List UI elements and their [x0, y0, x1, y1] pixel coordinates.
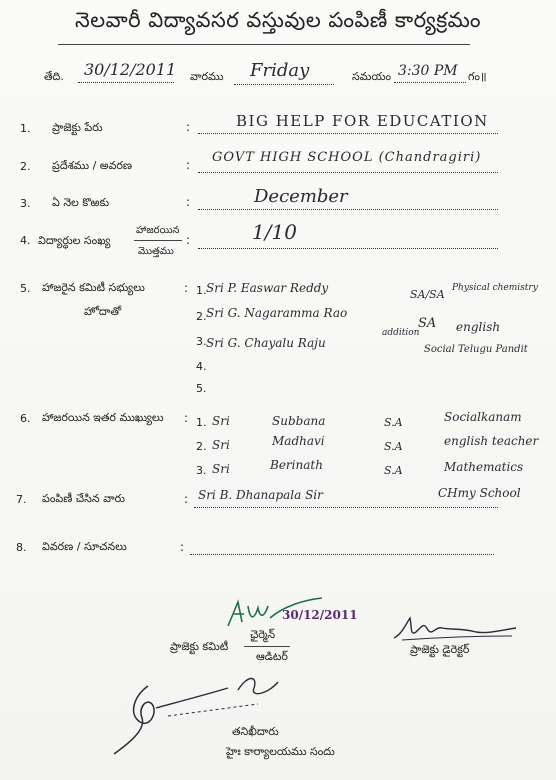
other-role: S.A: [384, 464, 403, 477]
member-index: 5.: [196, 382, 207, 395]
time-dotted-line: [394, 82, 466, 83]
sign-divider: [244, 646, 290, 647]
field-number: 7.: [16, 493, 27, 506]
field-number: 2.: [20, 160, 31, 173]
auditor-label: ఆడిటర్: [256, 650, 288, 663]
member-subject: english: [456, 320, 501, 334]
other-role: S.A: [384, 440, 403, 453]
other-title: Sri: [212, 414, 230, 428]
member-index: 1.: [196, 284, 207, 297]
member-name: Sri G. Chayalu Raju: [206, 336, 326, 350]
member-index: 4.: [196, 360, 207, 373]
distributor-place: CHmy School: [438, 486, 521, 500]
other-subject: english teacher: [444, 434, 539, 448]
field-dotted-line: [190, 554, 494, 555]
member-index: 2.: [196, 310, 207, 323]
colon: :: [186, 158, 191, 172]
field-label-month: ఏ నెల కొఱకు: [52, 196, 110, 209]
field-dotted-line: [198, 248, 498, 249]
colon: :: [184, 411, 189, 425]
member-role: SA/SA: [410, 288, 445, 301]
field-dotted-line: [198, 172, 498, 173]
chairman-label: ఛైర్మెన్: [250, 628, 276, 641]
other-subject: Mathematics: [444, 460, 524, 474]
field-dotted-line: [198, 133, 498, 134]
colon: :: [184, 492, 189, 506]
member-subject: Physical chemistry: [452, 283, 538, 293]
field-dotted-line: [198, 209, 498, 210]
colon: :: [186, 233, 191, 247]
member-note: addition: [382, 328, 420, 338]
remarks-label: వివరణ / సూచనలు: [42, 540, 127, 553]
time-suffix: గం॥: [468, 70, 487, 83]
other-name: Berinath: [270, 458, 323, 472]
title-underline: [58, 44, 470, 45]
distributor-label: పంపిణీ చేసిన వారు: [42, 492, 125, 505]
member-name: Sri G. Nagaramma Rao: [206, 306, 348, 320]
committee-sub-label: హోదాతో: [84, 305, 122, 318]
colon: :: [184, 281, 189, 295]
field-number: 3.: [20, 197, 31, 210]
other-subject: Socialkanam: [444, 410, 522, 424]
time-value: 3:30 PM: [398, 63, 458, 79]
other-index: 1.: [196, 416, 207, 429]
date-label: తేది.: [44, 70, 64, 83]
committee-sign-label: ప్రాజెక్టు కమిటీ: [170, 640, 229, 653]
other-title: Sri: [212, 462, 230, 476]
other-title: Sri: [212, 438, 230, 452]
colon: :: [186, 120, 191, 134]
form-title: నెలవారీ విద్యావసర వస్తువుల పంపిణీ కార్యక్రమం: [74, 8, 482, 32]
other-index: 2.: [196, 440, 207, 453]
field-number: 8.: [16, 541, 27, 554]
committee-label: హాజరైన కమిటీ సభ్యులు: [42, 281, 145, 294]
office-label: హైః కార్యాలయము సందు: [226, 745, 335, 758]
date-value: 30/12/2011: [84, 60, 177, 79]
field-label-location: ప్రదేశము / అవరణ: [52, 159, 133, 172]
field-number: 6.: [20, 412, 31, 425]
field-value-students: 1/10: [252, 220, 297, 244]
field-number: 5.: [20, 282, 31, 295]
date-stamp: 30/12/2011: [282, 608, 358, 622]
member-role: SA: [418, 316, 437, 331]
field-number: 1.: [20, 122, 31, 135]
field-value-project-name: BIG HELP FOR EDUCATION: [236, 112, 489, 130]
colon: :: [180, 540, 185, 554]
colon: :: [186, 195, 191, 209]
distributor-value: Sri B. Dhanapala Sir: [198, 488, 323, 502]
label-divider: [134, 240, 182, 241]
director-label: ప్రాజెక్టు డైరెక్టర్: [410, 643, 470, 656]
day-value: Friday: [250, 60, 310, 81]
field-label-project-name: ప్రాజెక్టు పేరు: [52, 121, 103, 134]
inspector-label: తనిఖీదారు: [232, 725, 279, 738]
director-signature: [392, 614, 522, 644]
other-name: Subbana: [272, 414, 326, 428]
others-label: హాజరయిన ఇతర ముఖ్యులు: [42, 411, 164, 424]
member-index: 3.: [196, 335, 207, 348]
other-role: S.A: [384, 416, 403, 429]
field-label-present: హాజరయిన: [136, 225, 180, 236]
field-value-location: GOVT HIGH SCHOOL (Chandragiri): [212, 150, 482, 165]
member-name: Sri P. Easwar Reddy: [206, 281, 329, 295]
day-label: వారము: [190, 70, 224, 83]
time-label: సమయం: [352, 70, 392, 83]
member-subject: Social Telugu Pandit: [424, 344, 528, 355]
field-value-month: December: [254, 186, 348, 207]
field-label-total: మొత్తము: [138, 246, 174, 257]
field-number: 4.: [20, 234, 31, 247]
other-name: Madhavi: [272, 434, 325, 448]
date-dotted-line: [78, 82, 174, 83]
field-dotted-line: [194, 507, 498, 508]
other-index: 3.: [196, 464, 207, 477]
field-label-students: విద్యార్థుల సంఖ్య: [38, 234, 111, 247]
day-dotted-line: [234, 84, 334, 85]
